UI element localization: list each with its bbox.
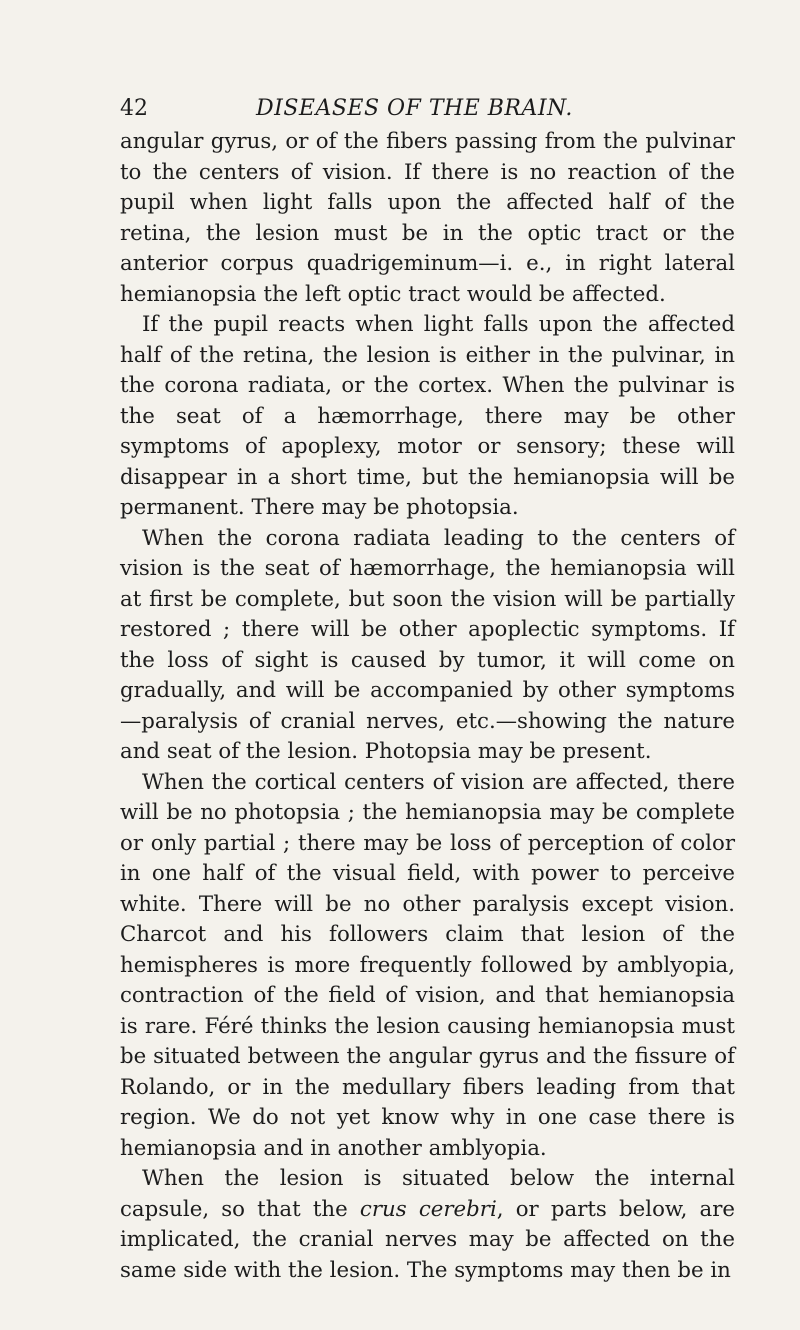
running-head: [120, 94, 735, 124]
italic-term: crus cerebri: [359, 1196, 497, 1222]
paragraph-last: [120, 1164, 735, 1286]
body-text: [120, 127, 735, 1286]
page-number: 42: [120, 96, 148, 121]
paragraph: When the cortical centers of vision are affected, there will be no photopsia ; the hemianopsia may be complete or only partial ; there may be loss of perception of color in one half of the visual field, with power to perceive white. There will be no other paralysis except vision. Charcot and his followers claim that lesion of the hemispheres is more frequently followed by amblyopia, contraction of the field of vision, and that hemianopsia is rare. Féré thinks the lesion causing hemianopsia must be situated between the angular gyrus and the fissure of Rolando, or in the medullary fibers leading from that region. We do not yet know why in one case there is hemianopsia and in another amblyopia.: [120, 769, 735, 1161]
text-segment: , or parts below, are implicated, the cranial nerves may be affected on the same side with the lesion. The symptoms may then be in: [120, 1196, 736, 1283]
paragraph: angular gyrus, or of the fibers passing from the pulvinar to the centers of vision. If there is no reaction of the pupil when light falls upon the affected half of the retina, the lesion must be in the optic tract or the anterior corpus quadrigeminum—i. e., in right lateral hemianopsia the left optic tract would be affected.: [120, 129, 735, 307]
text-segment: When the lesion is situated below the internal capsule, so that the: [120, 1166, 735, 1222]
paragraph: When the corona radiata leading to the centers of vision is the seat of hæmorrhage, the hemianopsia will at first be complete, but soon the vision will be partially restored ; there will be other apoplectic symptoms. If the loss of sight is caused by tumor, it will come on gradually, and will be accompanied by other symptoms —paralysis of cranial nerves, etc.—showing the nature and seat of the lesion. Photopsia may be present.: [120, 525, 735, 764]
running-title: DISEASES OF THE BRAIN.: [256, 96, 573, 121]
paragraph: If the pupil reacts when light falls upon the affected half of the retina, the lesion is either in the pulvinar, in the corona radiata, or the cortex. When the pulvinar is the seat of a hæmorrhage, there may be other symptoms of apoplexy, motor or sensory; these will disappear in a short time, but the hemianopsia will be permanent. There may be photopsia.: [120, 312, 735, 520]
